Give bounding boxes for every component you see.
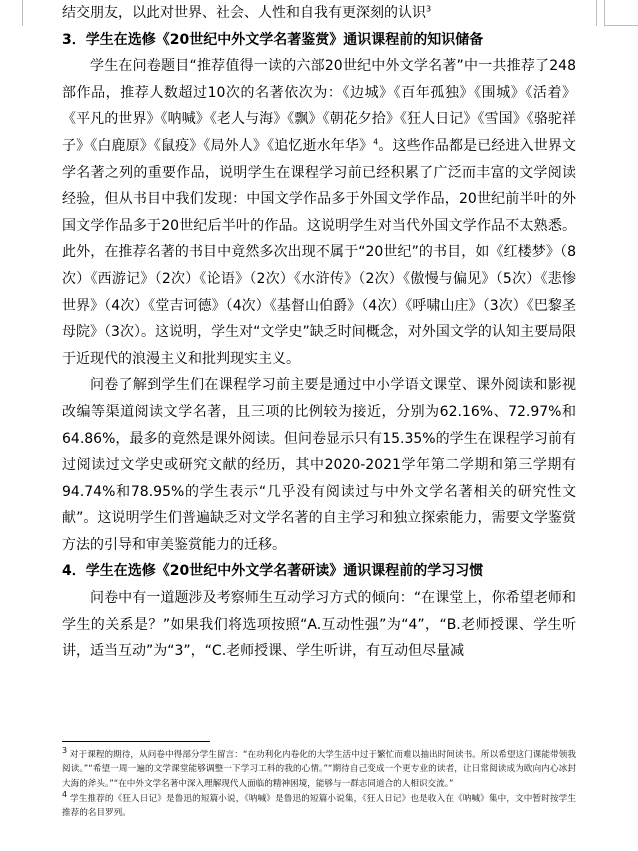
body-text <box>62 0 576 665</box>
paragraph-reading-channels: 问卷了解到学生们在课程学习前主要是通过中小学语文课堂、课外阅读和影视改编等渠道阅读文学名著，且三项的比例较为接近，分别为62.16%、72.97%和64.86%，最多的竟然是课外阅读。但问卷显示只有15.35%的学生在课程学习前有过阅读过文学史或研究文献的经历，其中2020-2021学年第二学期和第三学期有94.74%和78.95%的学生表示“几乎没有阅读过与中外文学名著相关的研究性文献”。这说明学生们普遍缺乏对文学名著的自主学习和独立探索能力，需要文学鉴赏方法的引导和审美鉴赏能力的迁移。 <box>62 377 576 553</box>
crop-mark-left <box>22 0 23 26</box>
section-heading-4: 4．学生在选修《20世纪中外文学名著研读》通识课程前的学习习惯 <box>62 563 484 580</box>
footnotes <box>62 748 576 820</box>
footnote-separator <box>62 741 210 742</box>
paragraph-recommended-works: 学生在问卷题目“推荐值得一读的六部20世纪中外文学名著”中一共推荐了248部作品，推荐人数超过10次的名著依次为：《边城》《百年孤独》《围城》《活着》《平凡的世界》《呐喊》《老人与海》《飘》《朝花夕拾》《狂人日记》《雪国》《骆驼祥子》《白鹿原》《鼠疫》《局外人》《追忆逝水年华》$^4$。这些作品都是已经进入世界文学名著之列的重要作品，说明学生在课程学习前已经积累了广泛而丰富的文学阅读经验，但从书目中我们发现：中国文学作品多于外国文学作品，20世纪前半叶的外国文学作品多于20世纪后半叶的作品。这说明学生对当代外国文学作品不太熟悉。此外，在推荐名著的书目中竟然多次出现不属于“20世纪”的书目，如《红楼梦》（8次）《西游记》（2次）《论语》（2次）《水浒传》（2次）《傲慢与偏见》（5次）《悲惨世界》（4次）《堂吉诃德》（4次）《基督山伯爵》（4次）《呼啸山庄》（3次）《巴黎圣母院》（3次）。这说明，学生对“文学史”缺乏时间概念，对外国文学的认知主要局限于近现代的浪漫主义和批判现实主义。 <box>62 58 577 367</box>
crop-mark-right-inner <box>596 0 597 26</box>
footnote-4: $^4$ 学生推荐的《狂人日记》是鲁迅的短篇小说，《呐喊》是鲁迅的短篇小说集，《狂人日记》也是收入在《呐喊》集中，文中暂时按学生推荐的名目罗列。 <box>62 790 577 819</box>
footnote-3: $^3$ 对于课程的期待，从问卷中得部分学生留言：“在功利化内卷化的大学生活中过于繁忙而难以抽出时间读书。所以希望这门课能带领我阅读。”“希望一周一遍的文学课堂能够调整一下学习工科的我的心情。”“期待自己变成一个更专业的读者，让日常阅读成为欧向内心冰封大海的斧头。”“在中外文学名著中深入理解现代人面临的精神困境，能够与一群志同道合的人相识交流。” <box>62 746 576 789</box>
crop-mark-right <box>604 0 605 26</box>
footnote-ref-3[interactable]: 3 <box>426 4 432 14</box>
previous-paragraph-end: 结交朋友，以此对世界、社会、人性和自我有更深刻的认识$^3$ <box>62 4 432 21</box>
footnote-ref-4[interactable]: 4 <box>373 137 379 147</box>
paragraph-learning-habits: 问卷中有一道题涉及考察师生互动学习方式的倾向：“在课堂上，你希望老师和学生的关系是？”如果我们将选项按照“A.互动性强”为“4”，“B.老师授课、学生听讲，适当互动”为“3”，“C.老师授课、学生听讲，有互动但尽量减 <box>62 590 576 660</box>
crop-mark-right-horizontal <box>605 25 638 26</box>
section-heading-3: 3．学生在选修《20世纪中外文学名著鉴赏》通识课程前的知识储备 <box>62 31 484 48</box>
